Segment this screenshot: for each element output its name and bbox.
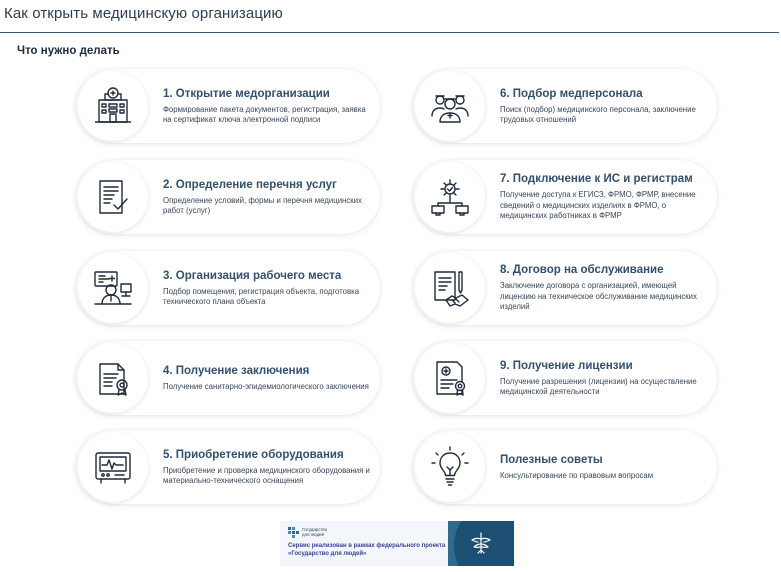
card-title: 6. Подбор медперсонала (500, 87, 643, 100)
card-title: 1. Открытие медорганизации (163, 87, 330, 100)
card-description: Получение доступа к ЕГИСЗ, ФРМО, ФРМР, внесение сведений о медицинских изделиях в ФРМО, о медицинских работниках в ФРМР (500, 190, 696, 221)
card-description: Приобретение и проверка медицинского оборудования и материально-технического оснащения (163, 465, 370, 485)
certificate-document-icon (78, 343, 148, 413)
card-description: Подбор помещения, регистрация объекта, подготовка технического плана объекта (163, 286, 360, 306)
step-card-9[interactable] (413, 341, 717, 415)
banner-logo-text: Государство для людей (302, 526, 328, 537)
card-title: 8. Договор на обслуживание (500, 264, 664, 277)
gov-logo-icon (288, 527, 299, 538)
card-title: 5. Приобретение оборудования (163, 448, 344, 461)
card-description: Получение разрешения (лицензии) на осуществление медицинской деятельности (500, 376, 697, 396)
step-card-6[interactable] (413, 69, 717, 143)
card-title: 2. Определение перечня услуг (163, 178, 337, 191)
project-banner[interactable] (280, 521, 514, 566)
card-title: 4. Получение заключения (163, 364, 310, 377)
card-title: 3. Организация рабочего места (163, 269, 342, 282)
lightbulb-icon (415, 432, 485, 502)
step-card-2[interactable] (76, 160, 380, 234)
banner-caption: Сервис реализован в рамках федерального проекта «Государство для людей» (288, 543, 446, 557)
step-card-3[interactable] (76, 251, 380, 325)
contract-handshake-icon (415, 253, 485, 323)
license-document-icon (415, 343, 485, 413)
banner-logo (288, 527, 334, 538)
step-card-1[interactable] (76, 69, 380, 143)
step-card-4[interactable] (76, 341, 380, 415)
card-description: Поиск (подбор) медицинского персонала, заключение трудовых отношений (500, 104, 696, 124)
checklist-document-icon (78, 162, 148, 232)
medical-monitor-icon (78, 432, 148, 502)
hospital-building-icon (78, 71, 148, 141)
eagle-emblem-icon (469, 529, 493, 557)
network-gear-icon (415, 162, 485, 232)
card-description: Заключение договора с организацией, имеющей лицензию на техническое обслуживание медицинских изделий (500, 281, 697, 312)
step-card-8[interactable] (413, 251, 717, 325)
page-title: Как открыть медицинскую организацию (4, 5, 283, 22)
step-card-7[interactable] (413, 160, 717, 234)
step-card-5[interactable] (76, 430, 380, 504)
card-description: Консультирование по правовым вопросам (500, 470, 654, 480)
section-heading: Что нужно делать (17, 45, 120, 57)
card-title: 9. Получение лицензии (500, 359, 633, 372)
doctor-workplace-icon (78, 253, 148, 323)
card-description: Определение условий, формы и перечня медицинских работ (услуг) (163, 195, 362, 215)
title-divider (0, 32, 779, 33)
medical-staff-icon (415, 71, 485, 141)
card-title: Полезные советы (500, 453, 603, 466)
card-description: Получение санитарно-эпидемиологического заключения (163, 381, 369, 391)
card-title: 7. Подключение к ИС и регистрам (500, 173, 693, 186)
card-description: Формирование пакета документов, регистрация, заявка на сертификат ключа электронной подписи (163, 104, 366, 124)
tips-card[interactable] (413, 430, 717, 504)
